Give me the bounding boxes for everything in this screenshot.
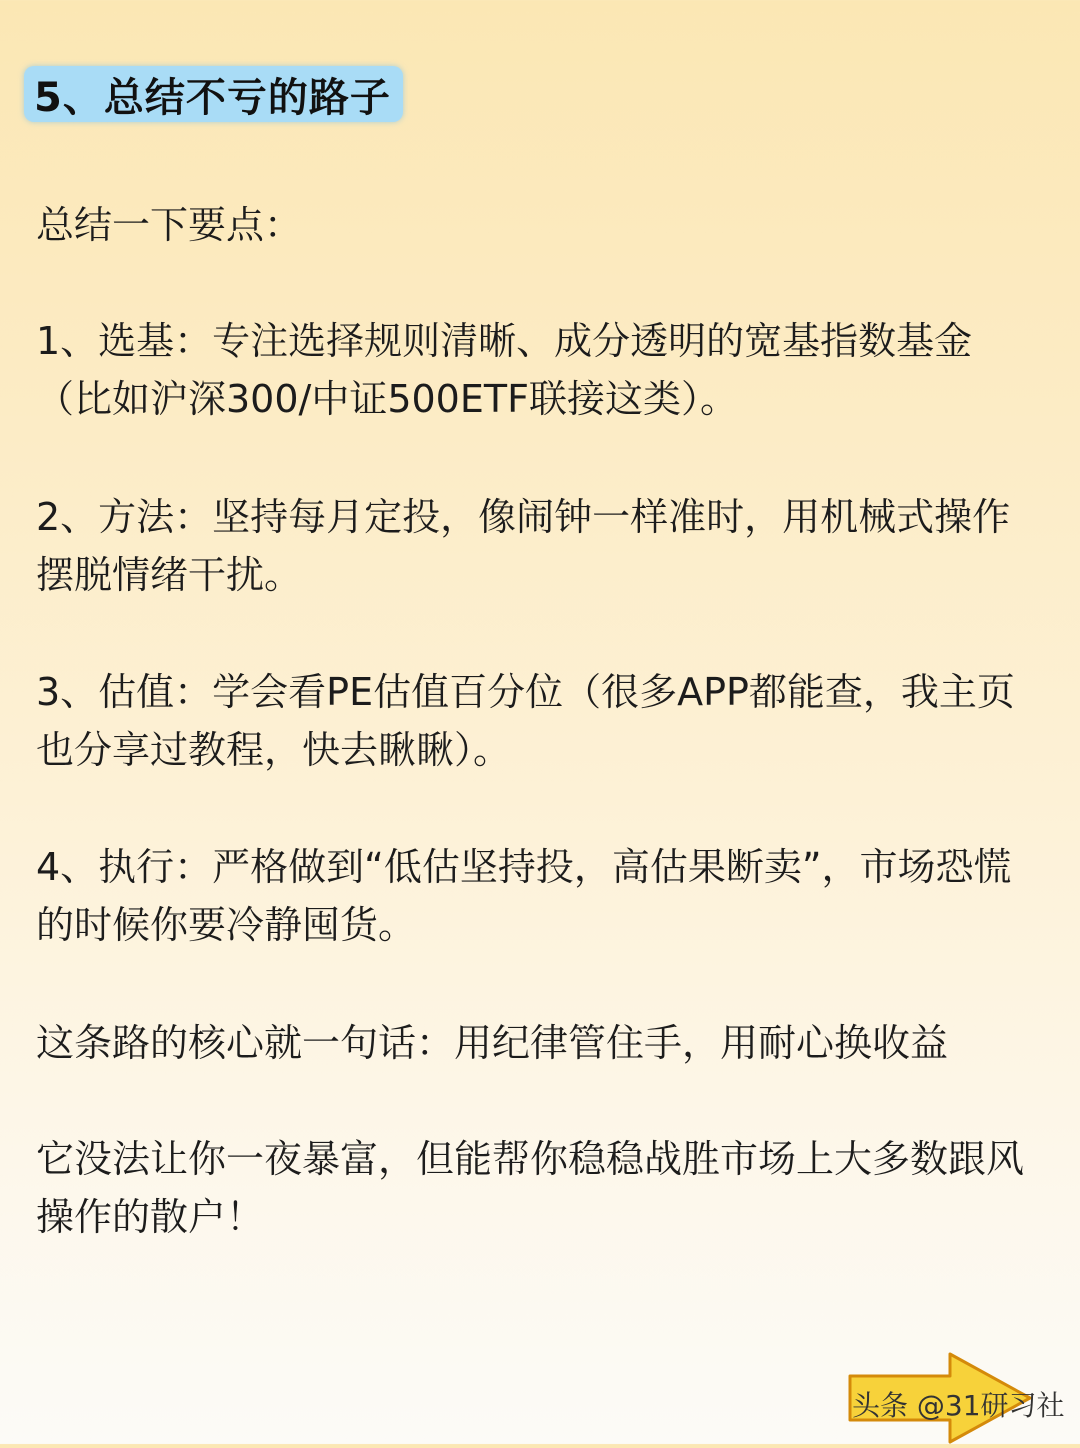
point-4-text: 4、执行：严格做到“低估坚持投，高估果断卖”，市场恐慌的时候你要冷静囤货。 (36, 845, 1012, 947)
core-summary-text: 这条路的核心就一句话：用纪律管住手，用耐心换收益 (36, 1021, 949, 1065)
point-3-text: 3、估值：学会看PE估值百分位（很多APP都能查，我主页也分享过教程，快去瞅瞅）。 (36, 670, 1015, 772)
point-2-text: 2、方法：坚持每月定投，像闹钟一样准时，用机械式操作摆脱情绪干扰。 (36, 495, 1011, 597)
intro-text: 总结一下要点： (36, 203, 303, 247)
watermark-text: 头条 @31研习社 (852, 1389, 1065, 1422)
section-title-badge (24, 66, 403, 122)
closing-text: 它没法让你一夜暴富，但能帮你稳稳战胜市场上大多数跟风操作的散户！ (36, 1137, 1025, 1239)
section-title: 5、总结不亏的路子 (34, 74, 391, 121)
point-1-text: 1、选基：专注选择规则清晰、成分透明的宽基指数基金（比如沪深300/中证500ETF联接这类）。 (36, 319, 973, 421)
